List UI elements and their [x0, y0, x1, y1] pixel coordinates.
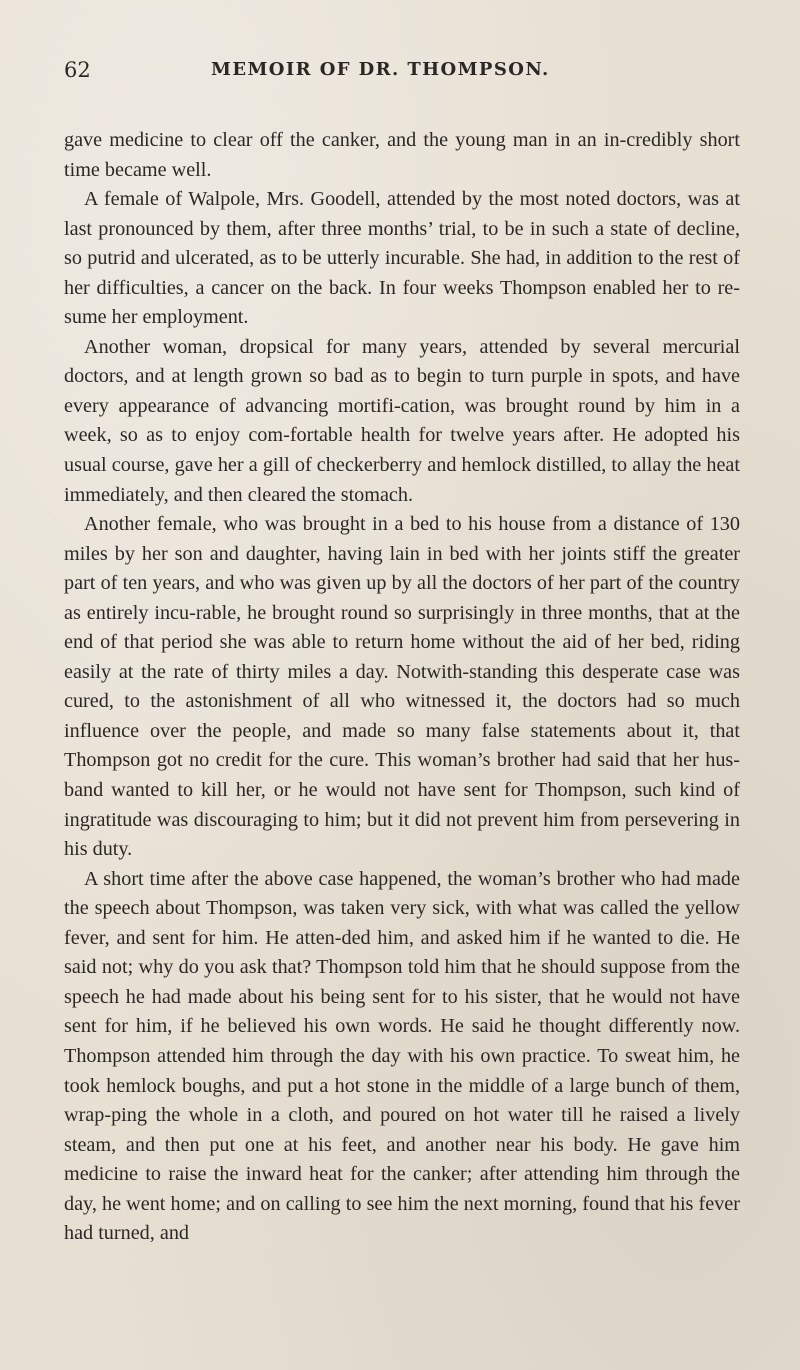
paragraph-mrs-goodell: A female of Walpole, Mrs. Goodell, attended by the most noted doctors, was at last pronounced by them, after three months’ trial, to be in such a state of decline, so putrid and ulcerated, as to be utterly incurable. She had, in addition to the rest of her difficulties, a cancer on the back. In four weeks Thompson enabled her to re-sume her employment.: [64, 188, 740, 329]
paragraph-brother-yellow-fever: A short time after the above case happened, the woman’s brother who had made the speech about Thompson, was taken very sick, with what was called the yellow fever, and sent for him. He atten-ded him, and asked him if he wanted to die. He said not; why do you ask that? Thompson told him that he should suppose from the speech he had made about his being sent for to his sister, that he would not have sent for him, if he believed his own words. He said he thought differently now. Thompson attended him through the day with his own practice. To sweat him, he took hemlock boughs, and put a hot stone in the middle of a large bunch of them, wrap-ping the whole in a cloth, and poured on hot water till he raised a lively steam, and then put one at his feet, and another near his body. He gave him medicine to raise the inward heat for the canker; after attending him through the day, he went home; and on calling to see him the next morning, found that his fever had turned, and: [64, 867, 740, 1245]
page-body: [64, 126, 740, 1249]
paragraph-bedridden-woman: Another female, who was brought in a bed to his house from a distance of 130 miles by her son and daughter, having lain in bed with her joints stiff the greater part of ten years, and who was given up by all the doctors of her part of the country as entirely incu-rable, he brought round so surprisingly in three months, that at the end of that period she was able to return home without the aid of her bed, riding easily at the rate of thirty miles a day. Notwith-standing this desperate case was cured, to the astonishment of all who witnessed it, the doctors had so much influence over the people, and made so many false statements about it, that Thompson got no credit for the cure. This woman’s brother had said that her hus-band wanted to kill her, or he would not have sent for Thompson, such kind of ingratitude was discouraging to him; but it did not prevent him from persevering in his duty.: [64, 513, 740, 861]
page-header: [64, 60, 728, 92]
running-head: MEMOIR OF DR. THOMPSON.: [211, 59, 550, 80]
page-number: 62: [64, 58, 91, 82]
paragraph-continuation: gave medicine to clear off the canker, and the young man in an in-credibly short time became well.: [64, 129, 740, 181]
paragraph-dropsical-woman: Another woman, dropsical for many years, attended by several mercurial doctors, and at length grown so bad as to begin to turn purple in spots, and have every appearance of advancing mortifi-cation, was brought round by him in a week, so as to enjoy com-fortable health for twelve years after. He adopted his usual course, gave her a gill of checkerberry and hemlock distilled, to allay the heat immediately, and then cleared the stomach.: [64, 335, 740, 506]
